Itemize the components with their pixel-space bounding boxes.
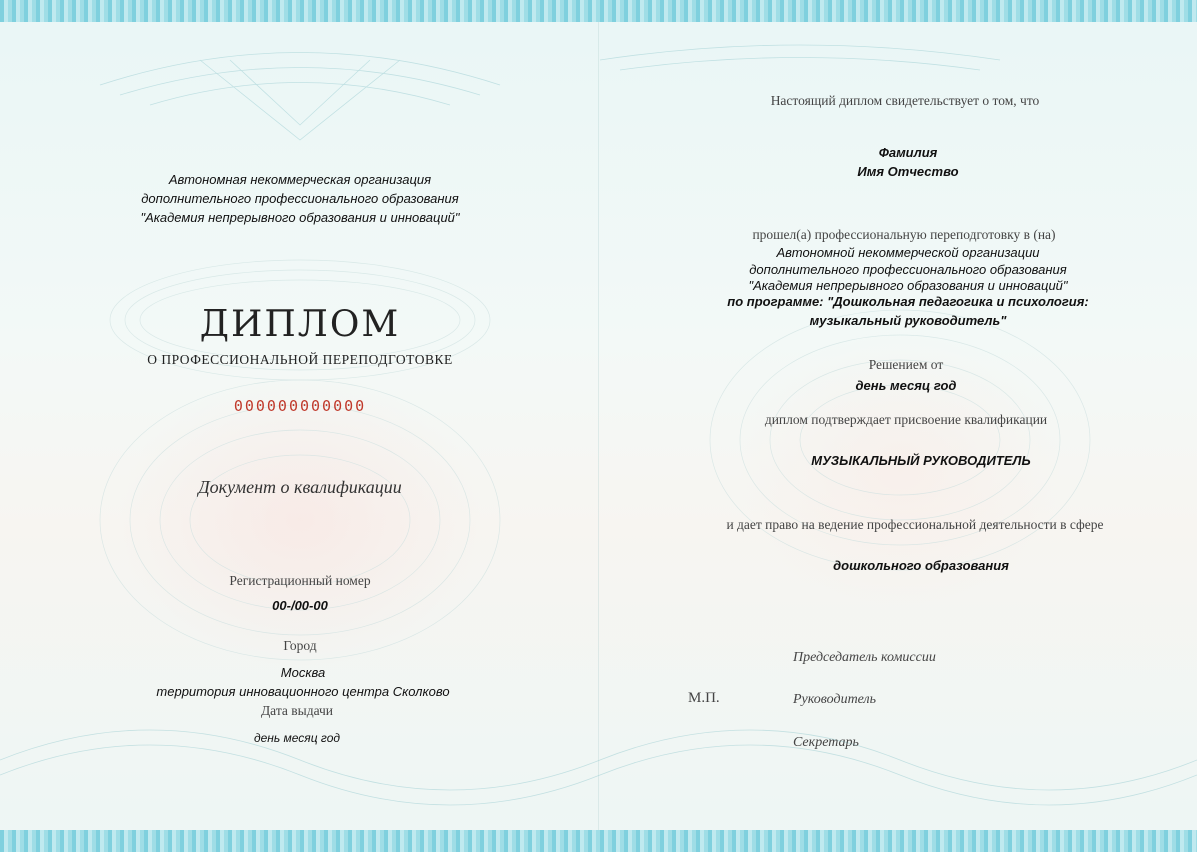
right-org-line-1: Автономной некоммерческой организации bbox=[776, 245, 1040, 260]
registration-number: 00-/00-00 bbox=[272, 598, 328, 613]
decision-label: Решением от bbox=[868, 357, 944, 372]
recipient-name: Имя Отчество bbox=[857, 164, 959, 179]
right-org-line-3: "Академия непрерывного образования и инноваций" bbox=[748, 278, 1068, 293]
intro-text: Настоящий диплом свидетельствует о том, что bbox=[770, 93, 1040, 108]
signature-director: Руководитель bbox=[793, 692, 877, 707]
city-line-1: Москва bbox=[280, 665, 326, 680]
document-type: Документ о квалификации bbox=[198, 477, 402, 497]
document-title: ДИПЛОМ bbox=[199, 304, 401, 345]
completed-text: прошел(а) профессиональную переподготовку в (на) bbox=[752, 227, 1056, 242]
registration-label: Регистрационный номер bbox=[229, 573, 371, 588]
qualification-label: диплом подтверждает присвоение квалификации bbox=[764, 412, 1048, 427]
left-org-line-3: "Академия непрерывного образования и инноваций" bbox=[140, 210, 460, 225]
right-org-line-2: дополнительного профессионального образования bbox=[749, 262, 1067, 277]
qualification-value: МУЗЫКАЛЬНЫЙ РУКОВОДИТЕЛЬ bbox=[811, 453, 1031, 468]
program-line-1: по программе: "Дошкольная педагогика и психология: bbox=[727, 294, 1089, 309]
activity-sphere: дошкольного образования bbox=[833, 558, 1009, 573]
city-label: Город bbox=[283, 638, 317, 653]
left-org-line-2: дополнительного профессионального образования bbox=[141, 191, 459, 206]
document-subtitle: О ПРОФЕССИОНАЛЬНОЙ ПЕРЕПОДГОТОВКЕ bbox=[147, 352, 453, 367]
signature-secretary: Секретарь bbox=[793, 735, 859, 750]
city-line-2: территория инновационного центра Сколково bbox=[156, 684, 450, 699]
serial-number: 000000000000 bbox=[233, 397, 367, 415]
program-line-2: музыкальный руководитель" bbox=[809, 313, 1007, 328]
decision-date: день месяц год bbox=[855, 378, 957, 393]
stamp-place: М.П. bbox=[688, 690, 720, 706]
left-org-line-1: Автономная некоммерческая организация bbox=[168, 172, 432, 187]
signature-chairman: Председатель комиссии bbox=[793, 650, 936, 665]
issue-date: день месяц год bbox=[253, 731, 340, 745]
activity-right-label: и дает право на ведение профессиональной деятельности в сфере bbox=[726, 517, 1104, 532]
issue-date-label: Дата выдачи bbox=[260, 703, 334, 718]
recipient-surname: Фамилия bbox=[878, 145, 938, 160]
